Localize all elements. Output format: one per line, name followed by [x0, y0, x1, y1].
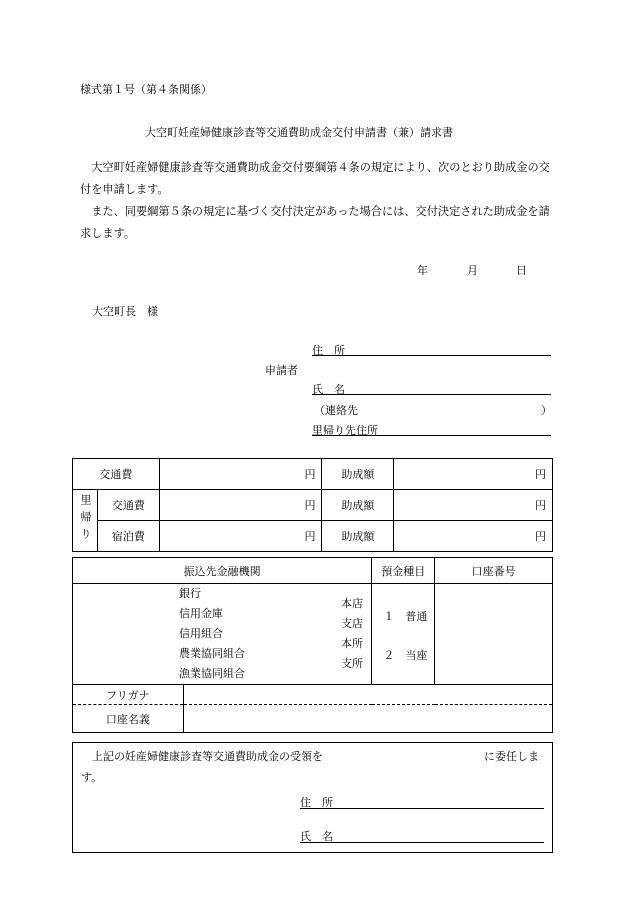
contact-open: （連絡先	[314, 404, 358, 417]
contact-close: ）	[541, 404, 552, 417]
account-number-cell[interactable]	[435, 584, 553, 685]
return-transport-subsidy-amount[interactable]: 円	[394, 490, 553, 521]
account-number-header: 口座番号	[435, 558, 553, 584]
institution-type-list	[179, 584, 245, 684]
applicant-name-label: 氏 名	[312, 383, 345, 396]
delegate-name-label: 氏 名	[300, 830, 333, 843]
expense-table	[72, 458, 553, 552]
applicant-label: 申請者	[265, 364, 298, 377]
transport-label: 交通費	[73, 459, 160, 490]
delegation-text-end: に委任しま	[484, 750, 539, 763]
date-month-label: 月	[467, 264, 478, 277]
delegation-text-wrap: す。	[81, 771, 103, 784]
branch-type[interactable]: 本店	[341, 597, 363, 610]
return-transport-label: 交通費	[97, 490, 159, 521]
return-home-label: 里帰り	[73, 490, 98, 552]
branch-type[interactable]: 支所	[341, 657, 363, 670]
delegate-address-label: 住 所	[300, 796, 333, 809]
bank-header: 振込先金融機関	[73, 558, 372, 584]
hometown-address-label: 里帰り先住所	[312, 424, 378, 437]
hometown-address-field[interactable]	[312, 435, 551, 436]
deposit-type-checking[interactable]: ２ 当座	[383, 649, 428, 662]
date-day-label: 日	[516, 264, 527, 277]
lodging-amount[interactable]: 円	[159, 521, 322, 552]
transport-subsidy-amount[interactable]: 円	[394, 459, 553, 490]
account-holder-field[interactable]	[183, 705, 552, 733]
institution-type[interactable]: 銀行	[179, 587, 201, 600]
subsidy-label: 助成額	[322, 490, 394, 521]
paragraph-claim: また、同要綱第５条の規定に基づく交付決定があった場合には、交付決定された助成金を請求します。	[80, 205, 550, 240]
bank-table	[72, 557, 553, 733]
institution-type[interactable]: 信用組合	[179, 627, 223, 640]
lodging-label: 宿泊費	[97, 521, 159, 552]
expense-row-transport	[73, 459, 553, 490]
lodging-subsidy-amount[interactable]: 円	[394, 521, 553, 552]
applicant-address-label: 住 所	[312, 344, 345, 357]
applicant-name-field[interactable]	[312, 394, 551, 395]
subsidy-label: 助成額	[322, 521, 394, 552]
institution-type[interactable]: 農業協同組合	[179, 647, 245, 660]
return-transport-amount[interactable]: 円	[159, 490, 322, 521]
form-title: 大空町妊産婦健康診査等交通費助成金交付申請書（兼）請求書	[145, 126, 453, 139]
delegate-name-field[interactable]	[300, 842, 544, 843]
form-number: 様式第１号（第４条関係）	[80, 83, 212, 96]
furigana-label: フリガナ	[73, 685, 184, 705]
applicant-address-field[interactable]	[312, 355, 551, 356]
deposit-type-cell	[372, 584, 435, 685]
delegate-address-field[interactable]	[300, 808, 544, 809]
account-holder-label: 口座名義	[73, 705, 184, 733]
branch-type[interactable]: 支店	[341, 617, 363, 630]
furigana-field[interactable]	[183, 685, 552, 705]
deposit-type-ordinary[interactable]: １ 普通	[383, 610, 428, 623]
addressee: 大空町長 様	[92, 305, 158, 318]
deposit-type-header: 預金種目	[372, 558, 435, 584]
delegation-text: 上記の妊産婦健康診査等交通費助成金の受領を	[81, 750, 323, 763]
branch-type[interactable]: 本所	[341, 637, 363, 650]
paragraph-application: 大空町妊産婦健康診査等交通費助成金交付要綱第４条の規定により、次のとおり助成金の交付を申請します。	[80, 161, 550, 196]
branch-type-list	[341, 594, 363, 674]
date-year-label: 年	[417, 264, 428, 277]
institution-type[interactable]: 漁業協同組合	[179, 667, 245, 680]
delegation-box	[72, 742, 553, 853]
institution-type[interactable]: 信用金庫	[179, 607, 223, 620]
expense-row-return-transport	[73, 490, 553, 521]
bank-name-cell[interactable]	[73, 584, 372, 685]
subsidy-label: 助成額	[322, 459, 394, 490]
expense-row-lodging	[73, 521, 553, 552]
transport-amount[interactable]: 円	[159, 459, 322, 490]
